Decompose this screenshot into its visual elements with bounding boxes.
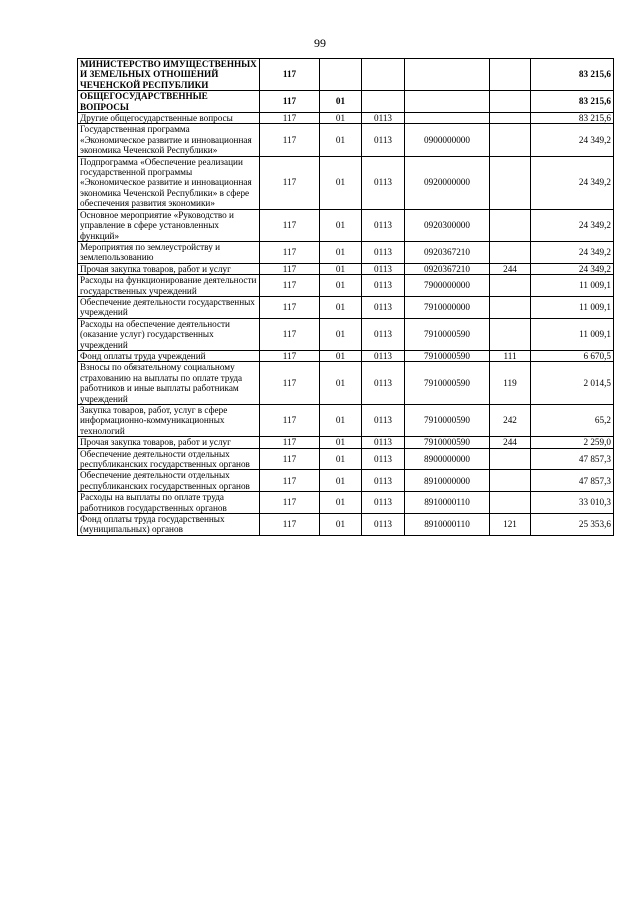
row-expense-type-cell: [490, 275, 531, 297]
row-ministry-code-cell: 117: [260, 437, 320, 448]
row-target-article-cell: 7900000000: [405, 275, 490, 297]
row-expense-type-cell: [490, 124, 531, 156]
table-row: [78, 59, 614, 91]
row-name-cell: Мероприятия по землеустройству и землепользованию: [78, 241, 260, 263]
row-target-article-cell: 7910000590: [405, 437, 490, 448]
row-target-article-cell: 8900000000: [405, 448, 490, 470]
row-name-cell: Расходы на функционирование деятельности государственных учреждений: [78, 275, 260, 297]
table-row: [78, 405, 614, 437]
row-section-code-cell: 01: [320, 209, 362, 241]
row-target-article-cell: 0920367210: [405, 263, 490, 274]
row-subsection-code-cell: 0113: [362, 209, 405, 241]
row-name-cell: Расходы на обеспечение деятельности (оказание услуг) государственных учреждений: [78, 318, 260, 350]
row-subsection-code-cell: 0113: [362, 124, 405, 156]
row-amount-cell: 11 009,1: [531, 318, 614, 350]
row-expense-type-cell: [490, 156, 531, 209]
row-section-code-cell: 01: [320, 91, 362, 113]
row-section-code-cell: 01: [320, 492, 362, 514]
row-expense-type-cell: 121: [490, 514, 531, 536]
row-section-code-cell: 01: [320, 437, 362, 448]
row-subsection-code-cell: 0113: [362, 362, 405, 405]
row-name-cell: Фонд оплаты труда учреждений: [78, 350, 260, 361]
row-section-code-cell: 01: [320, 318, 362, 350]
row-name-cell: ОБЩЕГОСУДАРСТВЕННЫЕ ВОПРОСЫ: [78, 91, 260, 113]
row-name-cell: Обеспечение деятельности отдельных республиканских государственных органов: [78, 448, 260, 470]
row-amount-cell: 24 349,2: [531, 156, 614, 209]
table-row: [78, 350, 614, 361]
row-ministry-code-cell: 117: [260, 448, 320, 470]
page-number: 99: [314, 36, 326, 50]
row-target-article-cell: [405, 91, 490, 113]
row-ministry-code-cell: 117: [260, 263, 320, 274]
row-ministry-code-cell: 117: [260, 514, 320, 536]
row-ministry-code-cell: 117: [260, 362, 320, 405]
row-ministry-code-cell: 117: [260, 59, 320, 91]
table-row: [78, 296, 614, 318]
row-subsection-code-cell: 0113: [362, 296, 405, 318]
row-section-code-cell: 01: [320, 470, 362, 492]
row-name-cell: Основное мероприятие «Руководство и управление в сфере установленных функций»: [78, 209, 260, 241]
row-target-article-cell: [405, 59, 490, 91]
row-name-cell: Другие общегосударственные вопросы: [78, 113, 260, 124]
row-amount-cell: 83 215,6: [531, 91, 614, 113]
row-section-code-cell: 01: [320, 448, 362, 470]
row-expense-type-cell: [490, 296, 531, 318]
row-target-article-cell: 8910000110: [405, 514, 490, 536]
row-subsection-code-cell: 0113: [362, 241, 405, 263]
row-ministry-code-cell: 117: [260, 124, 320, 156]
table-row: [78, 514, 614, 536]
row-amount-cell: 6 670,5: [531, 350, 614, 361]
row-target-article-cell: 0920300000: [405, 209, 490, 241]
row-target-article-cell: 0900000000: [405, 124, 490, 156]
row-target-article-cell: 7910000590: [405, 405, 490, 437]
row-section-code-cell: 01: [320, 350, 362, 361]
row-amount-cell: 24 349,2: [531, 263, 614, 274]
row-amount-cell: 25 353,6: [531, 514, 614, 536]
row-target-article-cell: 7910000590: [405, 362, 490, 405]
table-row: [78, 209, 614, 241]
row-name-cell: Обеспечение деятельности государственных учреждений: [78, 296, 260, 318]
row-expense-type-cell: 242: [490, 405, 531, 437]
row-section-code-cell: 01: [320, 405, 362, 437]
row-ministry-code-cell: 117: [260, 156, 320, 209]
budget-table-body: [78, 59, 614, 536]
row-expense-type-cell: 119: [490, 362, 531, 405]
row-section-code-cell: 01: [320, 514, 362, 536]
row-target-article-cell: 0920367210: [405, 241, 490, 263]
row-subsection-code-cell: [362, 59, 405, 91]
row-section-code-cell: 01: [320, 296, 362, 318]
row-amount-cell: 33 010,3: [531, 492, 614, 514]
table-row: [78, 470, 614, 492]
table-row: [78, 124, 614, 156]
row-amount-cell: 65,2: [531, 405, 614, 437]
table-row: [78, 91, 614, 113]
row-amount-cell: 24 349,2: [531, 124, 614, 156]
row-target-article-cell: 8910000000: [405, 470, 490, 492]
row-amount-cell: 47 857,3: [531, 448, 614, 470]
row-section-code-cell: 01: [320, 241, 362, 263]
row-amount-cell: 83 215,6: [531, 59, 614, 91]
row-expense-type-cell: [490, 241, 531, 263]
row-ministry-code-cell: 117: [260, 275, 320, 297]
row-expense-type-cell: [490, 318, 531, 350]
row-subsection-code-cell: 0113: [362, 492, 405, 514]
row-amount-cell: 47 857,3: [531, 470, 614, 492]
table-row: [78, 448, 614, 470]
row-subsection-code-cell: 0113: [362, 113, 405, 124]
row-name-cell: Взносы по обязательному социальному страхованию на выплаты по оплате труда работников и иные выплаты работникам учреждений: [78, 362, 260, 405]
row-expense-type-cell: 111: [490, 350, 531, 361]
row-name-cell: Фонд оплаты труда государственных (муниципальных) органов: [78, 514, 260, 536]
row-ministry-code-cell: 117: [260, 209, 320, 241]
row-ministry-code-cell: 117: [260, 91, 320, 113]
row-expense-type-cell: [490, 209, 531, 241]
table-row: [78, 437, 614, 448]
row-section-code-cell: 01: [320, 124, 362, 156]
row-amount-cell: 11 009,1: [531, 275, 614, 297]
row-ministry-code-cell: 117: [260, 405, 320, 437]
row-name-cell: Прочая закупка товаров, работ и услуг: [78, 263, 260, 274]
table-row: [78, 113, 614, 124]
row-subsection-code-cell: 0113: [362, 156, 405, 209]
row-name-cell: Прочая закупка товаров, работ и услуг: [78, 437, 260, 448]
row-target-article-cell: 0920000000: [405, 156, 490, 209]
row-expense-type-cell: 244: [490, 437, 531, 448]
row-ministry-code-cell: 117: [260, 296, 320, 318]
row-subsection-code-cell: 0113: [362, 514, 405, 536]
row-subsection-code-cell: 0113: [362, 263, 405, 274]
row-target-article-cell: 7910000000: [405, 296, 490, 318]
table-row: [78, 275, 614, 297]
table-row: [78, 156, 614, 209]
row-ministry-code-cell: 117: [260, 470, 320, 492]
row-name-cell: Государственная программа «Экономическое развитие и инновационная экономика Чеченской Республики»: [78, 124, 260, 156]
table-row: [78, 263, 614, 274]
row-subsection-code-cell: 0113: [362, 470, 405, 492]
row-section-code-cell: 01: [320, 113, 362, 124]
row-section-code-cell: 01: [320, 263, 362, 274]
row-subsection-code-cell: 0113: [362, 448, 405, 470]
row-name-cell: Подпрограмма «Обеспечение реализации государственной программы «Экономическое развитие и инновационная экономика Чеченской Республики» в сфере обеспечения развития экономики»: [78, 156, 260, 209]
table-row: [78, 241, 614, 263]
row-amount-cell: 24 349,2: [531, 241, 614, 263]
row-subsection-code-cell: 0113: [362, 437, 405, 448]
row-amount-cell: 24 349,2: [531, 209, 614, 241]
row-amount-cell: 83 215,6: [531, 113, 614, 124]
row-ministry-code-cell: 117: [260, 318, 320, 350]
row-name-cell: Закупка товаров, работ, услуг в сфере информационно-коммуникационных технологий: [78, 405, 260, 437]
row-ministry-code-cell: 117: [260, 350, 320, 361]
row-name-cell: МИНИСТЕРСТВО ИМУЩЕСТВЕННЫХ И ЗЕМЕЛЬНЫХ ОТНОШЕНИЙ ЧЕЧЕНСКОЙ РЕСПУБЛИКИ: [78, 59, 260, 91]
row-section-code-cell: 01: [320, 362, 362, 405]
row-expense-type-cell: [490, 470, 531, 492]
row-ministry-code-cell: 117: [260, 113, 320, 124]
row-name-cell: Расходы на выплаты по оплате труда работников государственных органов: [78, 492, 260, 514]
row-section-code-cell: 01: [320, 275, 362, 297]
row-amount-cell: 2 014,5: [531, 362, 614, 405]
row-ministry-code-cell: 117: [260, 241, 320, 263]
row-expense-type-cell: 244: [490, 263, 531, 274]
row-amount-cell: 2 259,0: [531, 437, 614, 448]
row-subsection-code-cell: 0113: [362, 405, 405, 437]
row-target-article-cell: 7910000590: [405, 350, 490, 361]
row-amount-cell: 11 009,1: [531, 296, 614, 318]
row-target-article-cell: 8910000110: [405, 492, 490, 514]
budget-table: [77, 58, 614, 536]
row-expense-type-cell: [490, 448, 531, 470]
row-expense-type-cell: [490, 113, 531, 124]
table-row: [78, 362, 614, 405]
table-row: [78, 318, 614, 350]
row-expense-type-cell: [490, 59, 531, 91]
row-expense-type-cell: [490, 492, 531, 514]
row-section-code-cell: [320, 59, 362, 91]
table-row: [78, 492, 614, 514]
row-subsection-code-cell: 0113: [362, 275, 405, 297]
row-name-cell: Обеспечение деятельности отдельных республиканских государственных органов: [78, 470, 260, 492]
row-subsection-code-cell: 0113: [362, 318, 405, 350]
row-ministry-code-cell: 117: [260, 492, 320, 514]
row-section-code-cell: 01: [320, 156, 362, 209]
row-subsection-code-cell: 0113: [362, 350, 405, 361]
row-subsection-code-cell: [362, 91, 405, 113]
row-target-article-cell: [405, 113, 490, 124]
row-target-article-cell: 7910000590: [405, 318, 490, 350]
row-expense-type-cell: [490, 91, 531, 113]
